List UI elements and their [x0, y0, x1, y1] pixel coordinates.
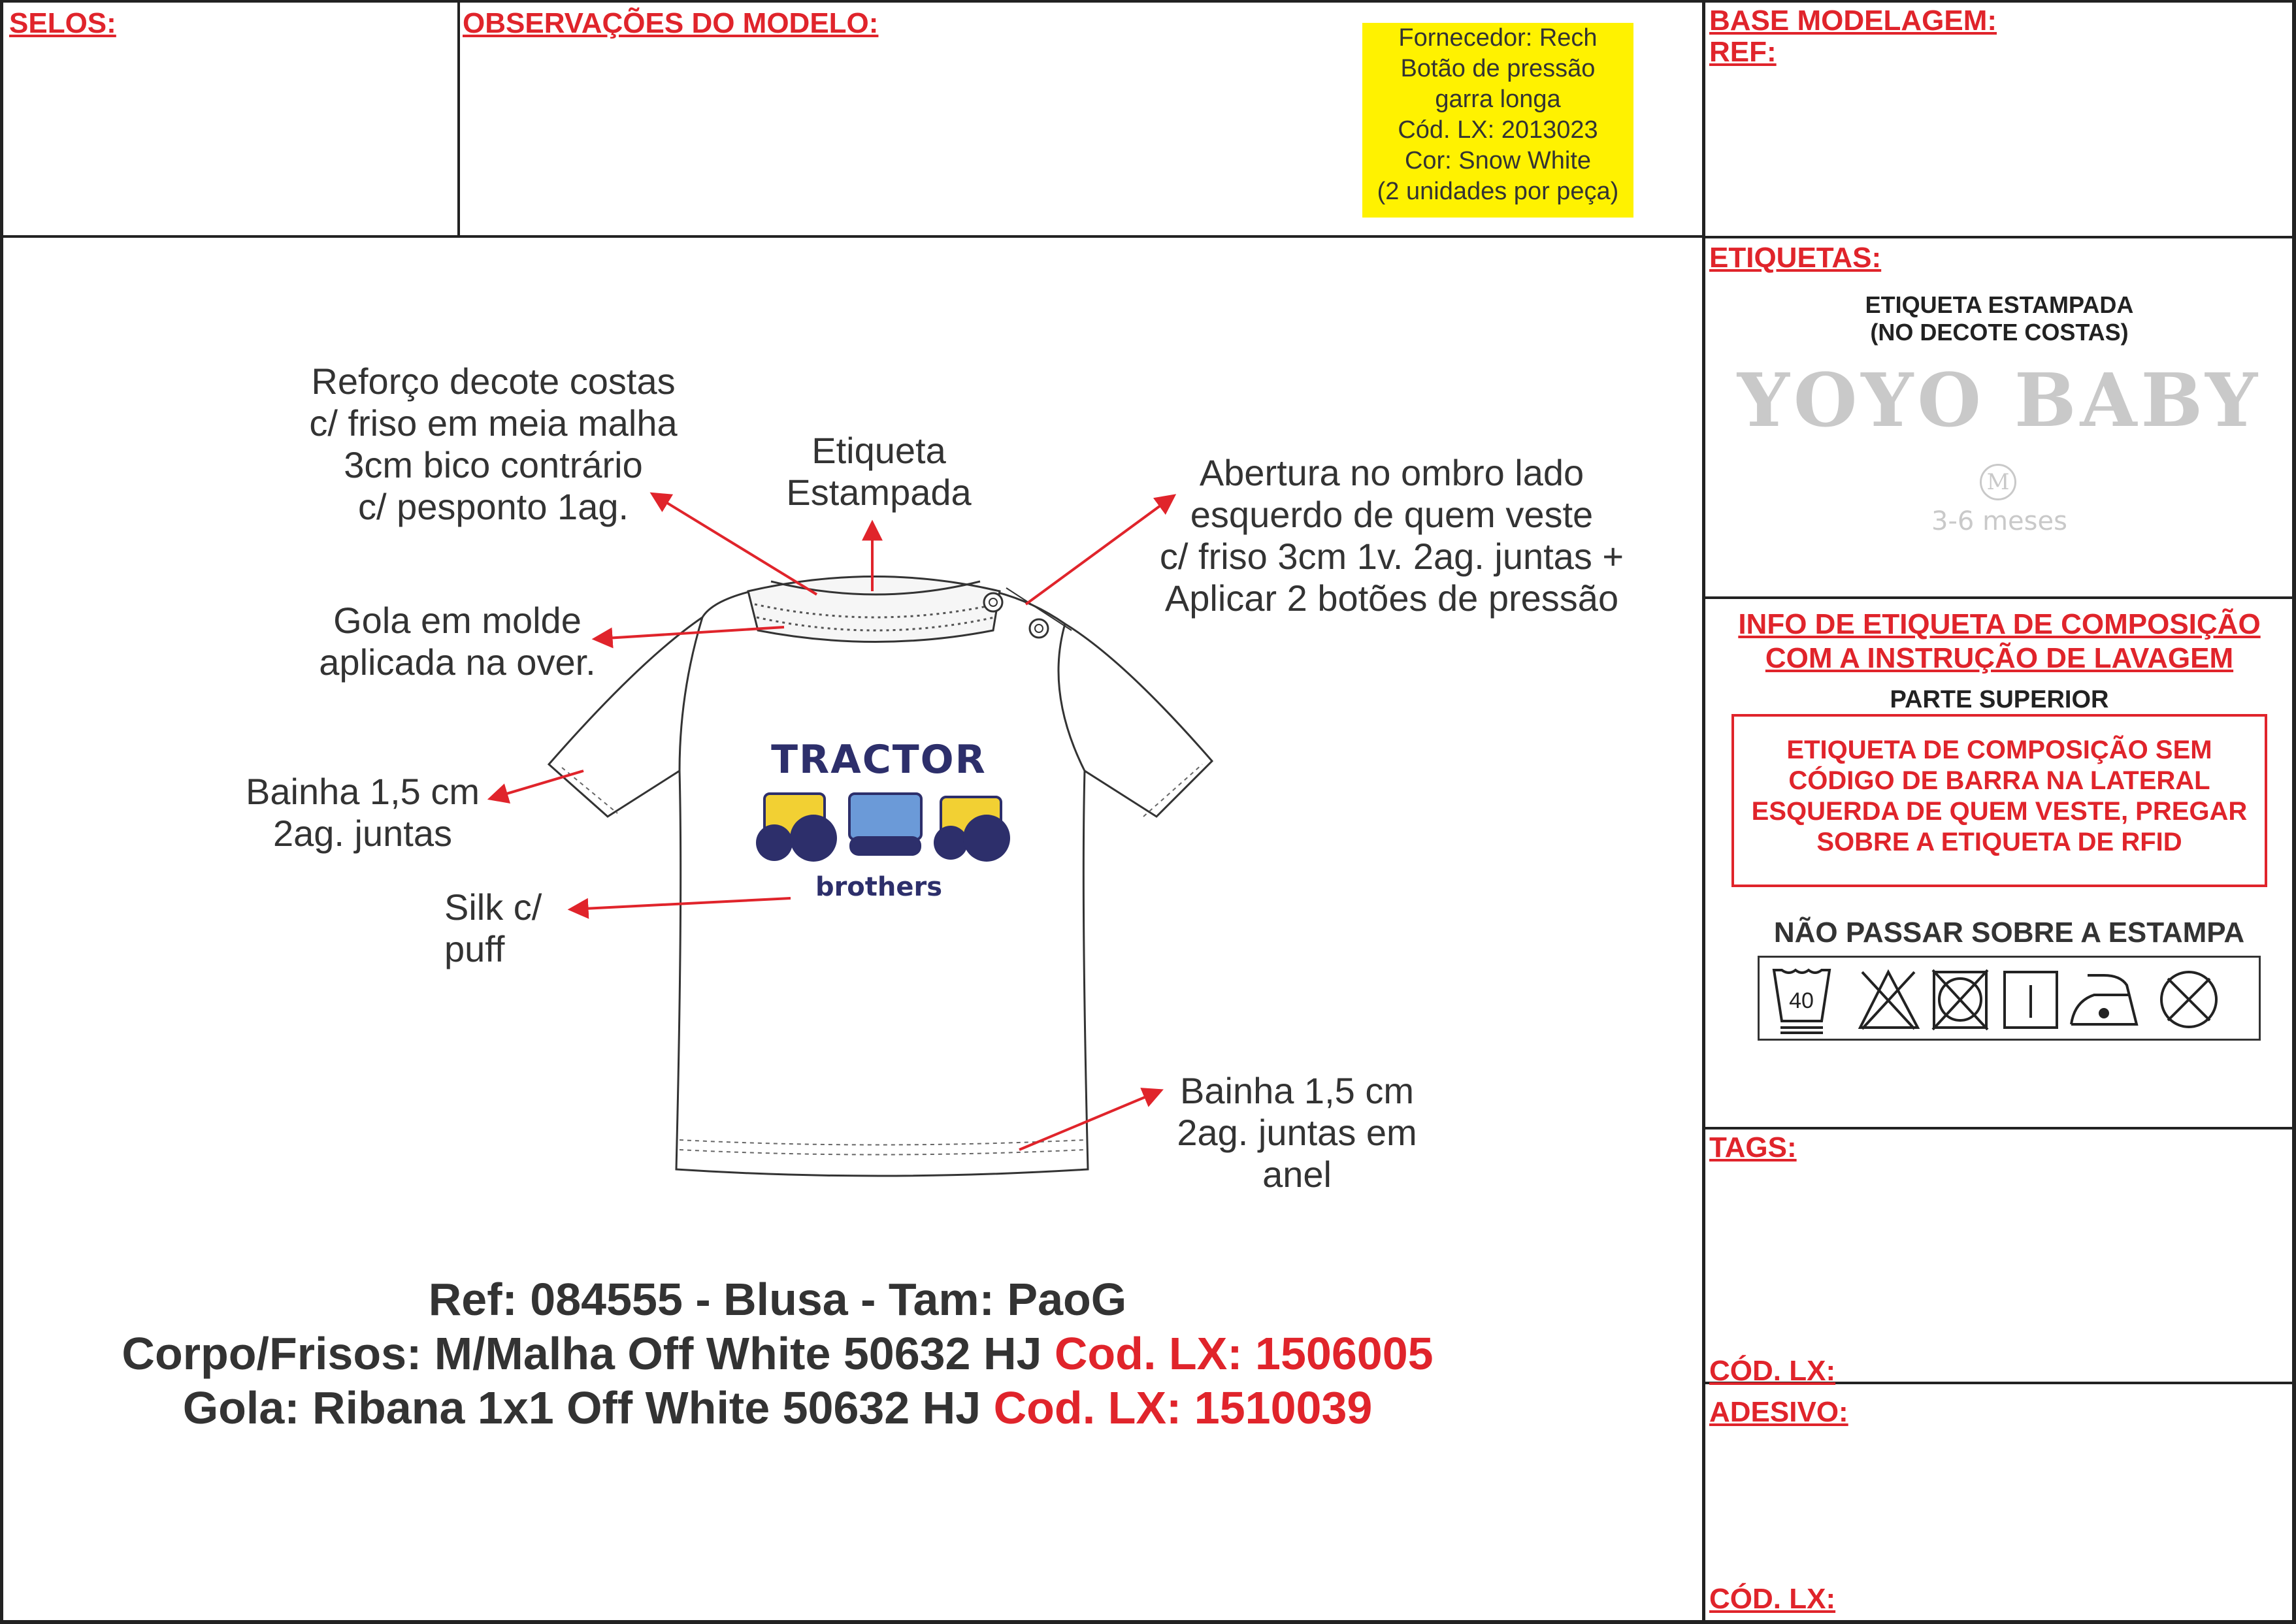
annotation-line: Bainha 1,5 cm	[246, 771, 480, 812]
no-tumble-dry-icon	[1933, 970, 1988, 1030]
brand-logo: YOYO BABY	[1737, 358, 2262, 444]
snap-button-2	[1030, 619, 1048, 638]
annotation-line: c/ friso em meia malha	[309, 402, 678, 444]
composicao-box-line: SOBRE A ETIQUETA DE RFID	[1816, 828, 2182, 856]
annotation-line: Aplicar 2 botões de pressão	[1164, 577, 1619, 619]
base-modelagem-header: BASE MODELAGEM:	[1709, 5, 1997, 37]
frame-right	[2292, 0, 2296, 1624]
annotation-line: Silk c/	[444, 886, 542, 928]
observacoes-header: OBSERVAÇÕES DO MODELO:	[463, 7, 879, 39]
annotation-line: puff	[444, 928, 505, 969]
ref-line-3	[0, 1380, 1555, 1435]
note-line: Cód. LX: 2013023	[1398, 116, 1598, 144]
composicao-box-line: CÓDIGO DE BARRA NA LATERAL	[1788, 766, 2210, 795]
composicao-box-line: ETIQUETA DE COMPOSIÇÃO SEM	[1786, 736, 2212, 764]
etiqueta-label-line: (NO DECOTE COSTAS)	[1870, 319, 2129, 346]
divider-right-2	[1703, 596, 2296, 599]
annotation-line: Gola em molde	[333, 600, 582, 641]
annotation-line: Reforço decote costas	[311, 361, 676, 402]
no-bleach-icon	[1860, 972, 1918, 1029]
note-line: Botão de pressão	[1400, 55, 1596, 82]
annotation-silk	[444, 886, 575, 970]
etiqueta-label-title	[1705, 291, 2293, 346]
adesivo-header: ADESIVO:	[1709, 1396, 1848, 1428]
ref-line-3-code: Cod. LX: 1510039	[993, 1382, 1373, 1433]
divider-right-3	[1703, 1127, 2296, 1129]
iron-low-icon	[2071, 975, 2137, 1024]
etiqueta-label-line: ETIQUETA ESTAMPADA	[1865, 291, 2134, 318]
divider-right-column	[1702, 0, 1705, 1624]
line-dry-icon	[2005, 972, 2057, 1028]
ref-line-2-main: Corpo/Frisos: M/Malha Off White 50632 HJ	[122, 1328, 1055, 1379]
composicao-box	[1731, 714, 2267, 887]
ref-line-2-code: Cod. LX: 1506005	[1054, 1328, 1434, 1379]
annotation-line: 2ag. juntas	[273, 813, 452, 854]
no-dry-clean-icon	[2161, 972, 2216, 1027]
annotation-bainha-manga	[216, 771, 510, 854]
annotation-line: anel	[1262, 1154, 1332, 1195]
annotation-line: Bainha 1,5 cm	[1180, 1070, 1414, 1111]
selos-header: SELOS:	[9, 7, 116, 39]
annotation-line: aplicada na over.	[319, 641, 596, 683]
snap-button-1	[984, 593, 1002, 611]
ref-line-2	[0, 1326, 1555, 1381]
cod-lx-tags-label: CÓD. LX:	[1709, 1355, 1836, 1387]
note-line: garra longa	[1435, 86, 1561, 113]
wash-temp: 40	[1789, 988, 1814, 1013]
ref-line-1: Ref: 084555 - Blusa - Tam: PaoG	[428, 1274, 1127, 1325]
annotation-bainha-barra	[1137, 1070, 1457, 1195]
note-line: (2 unidades por peça)	[1377, 178, 1619, 205]
parte-superior-label: PARTE SUPERIOR	[1890, 686, 2109, 713]
size-range: 3-6 meses	[1931, 506, 2067, 536]
cod-lx-adesivo-label: CÓD. LX:	[1709, 1583, 1836, 1615]
annotation-line: Abertura no ombro lado	[1199, 452, 1584, 493]
annotation-reforco	[268, 361, 719, 528]
tags-header: TAGS:	[1709, 1131, 1797, 1163]
ref-line-3-main: Gola: Ribana 1x1 Off White 50632 HJ	[182, 1382, 994, 1433]
annotation-line: c/ pesponto 1ag.	[357, 486, 629, 527]
note-line: Cor: Snow White	[1404, 147, 1592, 174]
annotation-line: Etiqueta	[812, 430, 946, 471]
divider-right-1	[1703, 236, 2296, 238]
annotation-gola	[274, 600, 640, 683]
warning-text: NÃO PASSAR SOBRE A ESTAMPA	[1773, 917, 2245, 949]
size-letter: M	[1986, 469, 2010, 495]
print-subtitle: brothers	[815, 872, 943, 902]
composicao-header-line: COM A INSTRUÇÃO DE LAVAGEM	[1765, 642, 2234, 674]
composicao-header-line: INFO DE ETIQUETA DE COMPOSIÇÃO	[1738, 608, 2261, 640]
care-symbols	[1758, 956, 2261, 1041]
annotation-line: Estampada	[786, 472, 972, 513]
tractor-print-graphic	[756, 794, 1010, 862]
composicao-header	[1705, 608, 2293, 675]
annotation-line: esquerdo de quem veste	[1190, 494, 1594, 535]
composicao-box-line: ESQUERDA DE QUEM VESTE, PREGAR	[1751, 797, 2248, 826]
ref-header: REF:	[1709, 36, 1777, 68]
etiquetas-header: ETIQUETAS:	[1709, 242, 1882, 274]
size-circle	[1980, 464, 2016, 500]
note-line: Fornecedor: Rech	[1398, 24, 1598, 52]
annotation-line: c/ friso 3cm 1v. 2ag. juntas +	[1159, 536, 1624, 577]
annotation-etiqueta	[751, 430, 1006, 513]
annotation-line: 2ag. juntas em	[1177, 1112, 1417, 1153]
annotation-abertura	[1124, 452, 1660, 619]
annotation-line: 3cm bico contrário	[344, 444, 643, 485]
print-title: TRACTOR	[771, 737, 987, 783]
